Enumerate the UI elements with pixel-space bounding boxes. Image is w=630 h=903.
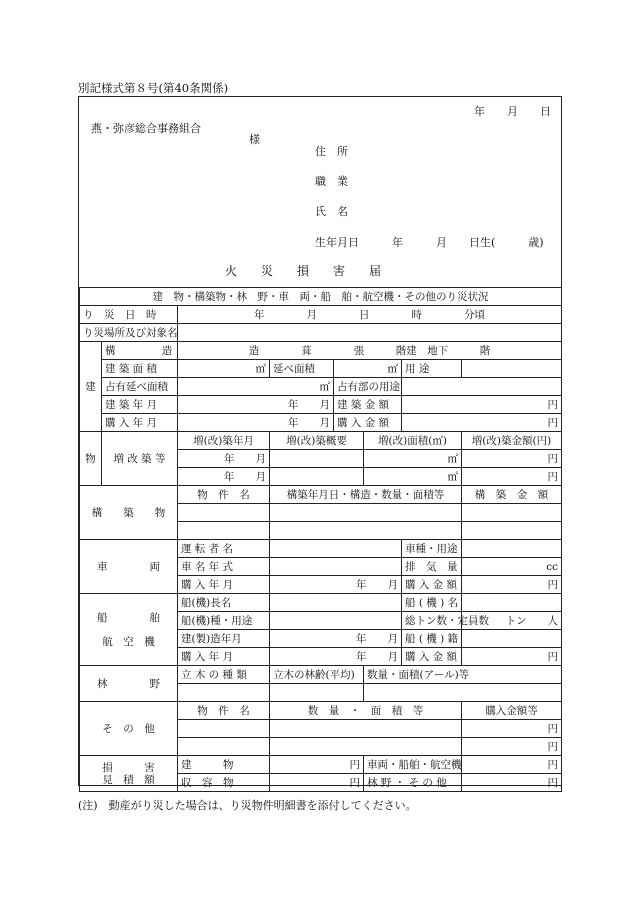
structures-cost-field[interactable] — [462, 522, 562, 540]
ext-summary-field[interactable] — [270, 450, 364, 468]
tree-age-field[interactable] — [270, 684, 364, 702]
purchase-cost-label: 購 入 金 額 — [334, 414, 402, 432]
owned-use-label: 占有部の用途 — [334, 378, 402, 396]
craft-purchase-cost-field[interactable]: 円 — [462, 648, 562, 666]
owned-area-field[interactable]: ㎡ — [178, 378, 334, 396]
recipient: 燕・弥彦総合事務組合 — [91, 122, 201, 135]
ext-cost-field[interactable]: 円 — [462, 468, 562, 486]
structures-detail-field[interactable] — [270, 504, 462, 522]
vehicle-purchase-cost-field[interactable]: 円 — [462, 576, 562, 594]
driver-field[interactable] — [270, 540, 402, 558]
build-cost-field[interactable]: 円 — [402, 396, 562, 414]
built-ym-label: 建 築 年 月 — [102, 396, 178, 414]
ext-summary-field[interactable] — [270, 468, 364, 486]
name-label: 氏 名 — [315, 205, 348, 218]
vehicle-type-label: 車種・用途 — [402, 540, 462, 558]
tonnage-label: 総トン数・定員数 — [402, 612, 462, 630]
ext-area-field[interactable]: ㎡ — [364, 450, 462, 468]
displacement-label: 排 気 量 — [402, 558, 462, 576]
tree-type-header: 立 木 の 種 類 — [178, 666, 270, 684]
build-cost-label: 建 築 金 額 — [334, 396, 402, 414]
damage-contents-label: 収 容 物 — [178, 774, 270, 792]
purchase-cost-field[interactable]: 円 — [402, 414, 562, 432]
damage-building-field[interactable]: 円 — [270, 756, 364, 774]
other-item-field[interactable] — [178, 738, 270, 756]
damage-table — [79, 287, 562, 792]
craft-name-label: 船 ( 機 ) 名 — [402, 594, 462, 612]
vehicle-purchase-ym-field[interactable]: 年 月 — [270, 576, 402, 594]
footnote: (注) 動産がり災した場合は、り災物件明細書を添付してください。 — [78, 799, 417, 812]
damage-forest-field[interactable]: 円 — [462, 774, 562, 792]
ext-ym-field[interactable]: 年 月 — [178, 450, 270, 468]
purchase-ym-field[interactable]: 年 月 — [178, 414, 334, 432]
location-label: り災場所及び対象名 — [80, 324, 178, 342]
total-area-field[interactable]: ㎡ — [334, 360, 402, 378]
driver-label: 運 転 者 名 — [178, 540, 270, 558]
vehicle-purchase-ym-label: 購 入 年 月 — [178, 576, 270, 594]
ext-header-ym: 増(改)築年月 — [178, 432, 270, 450]
ext-ym-field[interactable]: 年 月 — [178, 468, 270, 486]
built-ym-field[interactable]: 年 月 — [178, 396, 334, 414]
other-cost-field[interactable]: 円 — [462, 720, 562, 738]
forest-label: 林 野 — [80, 666, 178, 702]
registry-label: 船 ( 機 ) 籍 — [402, 630, 462, 648]
ext-header-cost: 増(改)築金額(円) — [462, 432, 562, 450]
other-amount-field[interactable] — [270, 720, 462, 738]
craft-purchase-ym-field[interactable]: 年 月 — [270, 648, 402, 666]
other-amount-header: 数 量 ・ 面 積 等 — [270, 702, 462, 720]
ext-area-field[interactable]: ㎡ — [364, 468, 462, 486]
ext-header-summary: 増(改)築概要 — [270, 432, 364, 450]
damage-contents-field[interactable]: 円 — [270, 774, 364, 792]
other-item-header: 物 件 名 — [178, 702, 270, 720]
damage-forest-label: 林 野 ・ そ の 他 — [364, 774, 462, 792]
structures-header-item: 物 件 名 — [178, 486, 270, 504]
owned-use-field[interactable] — [402, 378, 562, 396]
craft-type-field[interactable] — [270, 612, 402, 630]
ext-header-area: 増(改)面積(㎡) — [364, 432, 462, 450]
damage-estimate-label: 損 害 見 積 額 — [80, 756, 178, 792]
vehicle-type-field[interactable] — [462, 540, 562, 558]
structure-label: 構 造 — [102, 342, 178, 360]
disaster-date-label: り 災 日 時 — [80, 306, 178, 324]
ship-aircraft-label: 船 舶 航 空 機 — [80, 594, 178, 666]
structures-header-cost: 構 築 金 額 — [462, 486, 562, 504]
vehicle-model-label: 車 名 年 式 — [178, 558, 270, 576]
building-area-label: 建 築 面 積 — [102, 360, 178, 378]
address-label: 住 所 — [315, 145, 348, 158]
registry-field[interactable] — [462, 630, 562, 648]
honorific: 様 — [249, 133, 260, 146]
displacement-field[interactable]: cc — [462, 558, 562, 576]
structure-value[interactable]: 造 葺 張 階建 地下 階 — [178, 342, 562, 360]
extension-label: 増 改 築 等 — [102, 432, 178, 486]
owned-area-label: 占有延べ面積 — [102, 378, 178, 396]
damage-report-form — [78, 96, 562, 789]
craft-name-field[interactable] — [462, 594, 562, 612]
disaster-date-value[interactable]: 年 月 日 時 分頃 — [178, 306, 562, 324]
structures-label: 構 築 物 — [80, 486, 178, 540]
craft-purchase-ym-label: 購 入 年 月 — [178, 648, 270, 666]
craft-built-ym-label: 建(製)造年月 — [178, 630, 270, 648]
structures-detail-field[interactable] — [270, 522, 462, 540]
structures-item-field[interactable] — [178, 522, 270, 540]
tree-type-field[interactable] — [178, 684, 270, 702]
craft-type-label: 船(機)種・用途 — [178, 612, 270, 630]
other-cost-header: 購入金額等 — [462, 702, 562, 720]
use-label: 用 途 — [402, 360, 462, 378]
building-side-label: 建 — [80, 342, 102, 432]
tree-age-header: 立木の林齢(平均) — [270, 666, 364, 684]
location-field[interactable] — [178, 324, 562, 342]
tonnage-field[interactable]: トン 人 — [462, 612, 562, 630]
vehicle-purchase-cost-label: 購 入 金 額 — [402, 576, 462, 594]
form-title: 火 災 損 害 届 — [225, 264, 382, 278]
forest-amount-field[interactable] — [364, 684, 562, 702]
other-cost-field[interactable]: 円 — [462, 738, 562, 756]
craft-purchase-cost-label: 購 入 金 額 — [402, 648, 462, 666]
building-side-label-bottom: 物 — [80, 432, 102, 486]
structures-item-field[interactable] — [178, 504, 270, 522]
forest-amount-header: 数量・面積(アール)等 — [364, 666, 562, 684]
occupation-label: 職 業 — [315, 175, 348, 188]
use-field[interactable] — [462, 360, 562, 378]
captain-field[interactable] — [270, 594, 402, 612]
vehicle-model-field[interactable] — [270, 558, 402, 576]
structures-header-detail: 構築年月日・構造・数量・面積等 — [270, 486, 462, 504]
damage-building-label: 建 物 — [178, 756, 270, 774]
damage-vehicle-field[interactable]: 円 — [462, 756, 562, 774]
purchase-ym-label: 購 入 年 月 — [102, 414, 178, 432]
form-caption: 別記様式第８号(第40条関係) — [78, 81, 229, 95]
captain-label: 船(機)長名 — [178, 594, 270, 612]
total-area-label: 延べ面積 — [270, 360, 334, 378]
craft-built-ym-field[interactable]: 年 月 — [270, 630, 402, 648]
birth-date-label: 生年月日 年 月 日生( 歳) — [315, 236, 544, 249]
other-amount-field[interactable] — [270, 738, 462, 756]
date-line: 年 月 日 — [474, 105, 551, 118]
other-label: そ の 他 — [80, 702, 178, 756]
damage-vehicle-label: 車両・船舶・航空機 — [364, 756, 462, 774]
structures-cost-field[interactable] — [462, 504, 562, 522]
building-area-field[interactable]: ㎡ — [178, 360, 270, 378]
ext-cost-field[interactable]: 円 — [462, 450, 562, 468]
vehicle-label: 車 両 — [80, 540, 178, 594]
section-title: 建 物・構築物・林 野・車 両・船 舶・航空機・その他のり災状況 — [80, 288, 562, 306]
other-item-field[interactable] — [178, 720, 270, 738]
